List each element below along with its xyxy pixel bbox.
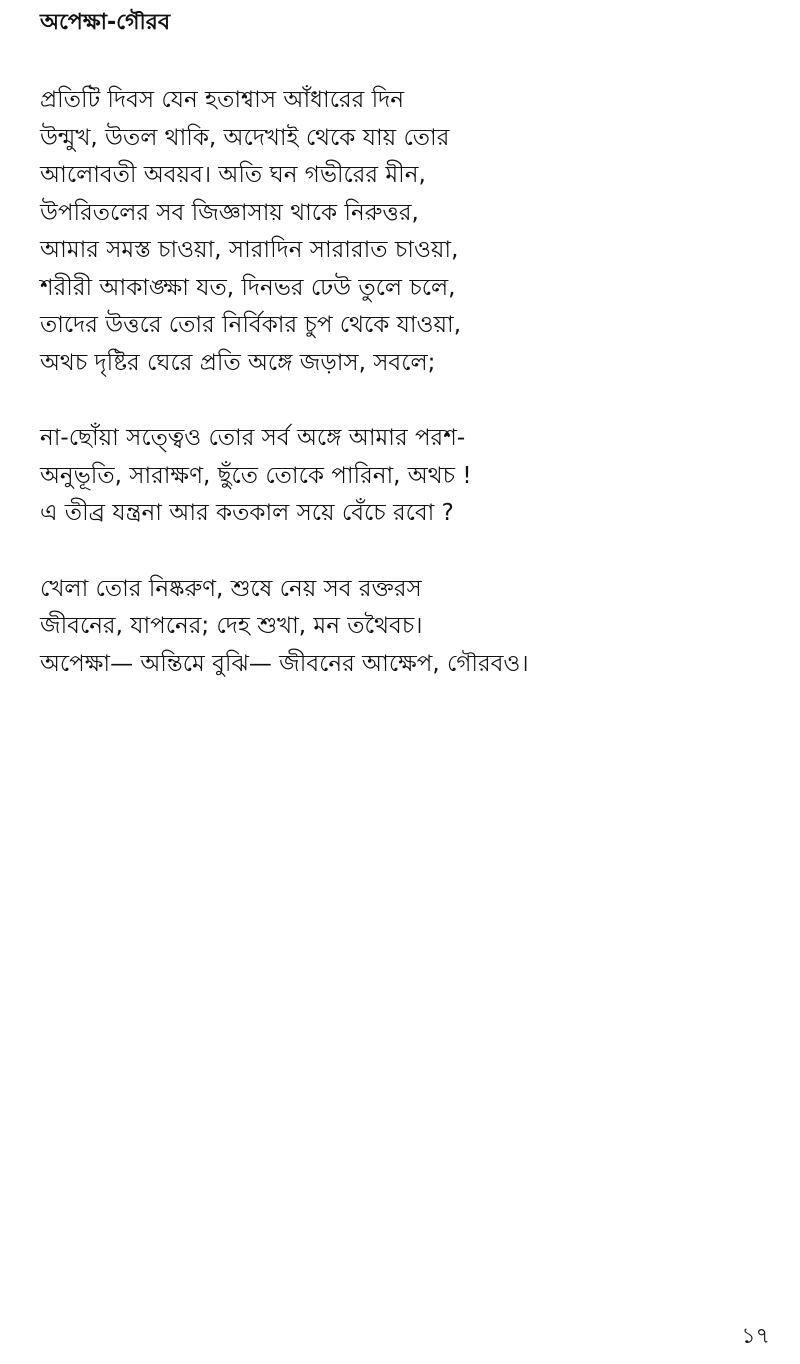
poem-line: অথচ দৃষ্টির ঘেরে প্রতি অঙ্গে জড়াস, সবলে; — [40, 349, 436, 376]
stanza-3 — [40, 571, 760, 684]
stanza-1 — [40, 82, 760, 382]
poem-line: শরীরী আকাঙ্ক্ষা যত, দিনভর ঢেউ তুলে চলে, — [40, 274, 456, 301]
poem-line: আলোবতী অবয়ব। অতি ঘন গভীরের মীন, — [40, 162, 426, 188]
poem-line: উপরিতলের সব জিজ্ঞাসায় থাকে নিরুত্তর, — [40, 199, 419, 226]
poem-line: উন্মুখ, উতল থাকি, অদেখাই থেকে যায় তোর — [40, 124, 450, 151]
poem-line: অপেক্ষা— অন্তিমে বুঝি— জীবনের আক্ষেপ, গৌরবও। — [40, 650, 529, 677]
poem-line: না-ছোঁয়া সত্ত্বেও তোর সর্ব অঙ্গে আমার পরশ- — [40, 425, 466, 451]
poem-line: তাদের উত্তরে তোর নির্বিকার চুপ থেকে যাওয়া, — [40, 312, 462, 338]
poem-line: আমার সমস্ত চাওয়া, সারাদিন সারারাত চাওয়া, — [40, 237, 459, 263]
poem-body — [40, 82, 760, 721]
poem-line: প্রতিটি দিবস যেন হতাশ্বাস আঁধারের দিন — [40, 87, 404, 113]
poem-line: অনুভূতি, সারাক্ষণ, ছুঁতে তোকে পারিনা, অথচ ! — [40, 462, 472, 489]
page-number: ১৭ — [741, 1324, 770, 1349]
stanza-2 — [40, 420, 760, 533]
poem-line: এ তীব্র যন্ত্রনা আর কতকাল সয়ে বেঁচে রবো ? — [40, 500, 454, 526]
poem-line: খেলা তোর নিষ্করুণ, শুষে নেয় সব রক্তরস — [40, 575, 422, 602]
poem-line: জীবনের, যাপনের; দেহ শুখা, মন তথৈবচ। — [40, 613, 423, 639]
poem-title: অপেক্ষা-গৌরব — [40, 10, 171, 35]
